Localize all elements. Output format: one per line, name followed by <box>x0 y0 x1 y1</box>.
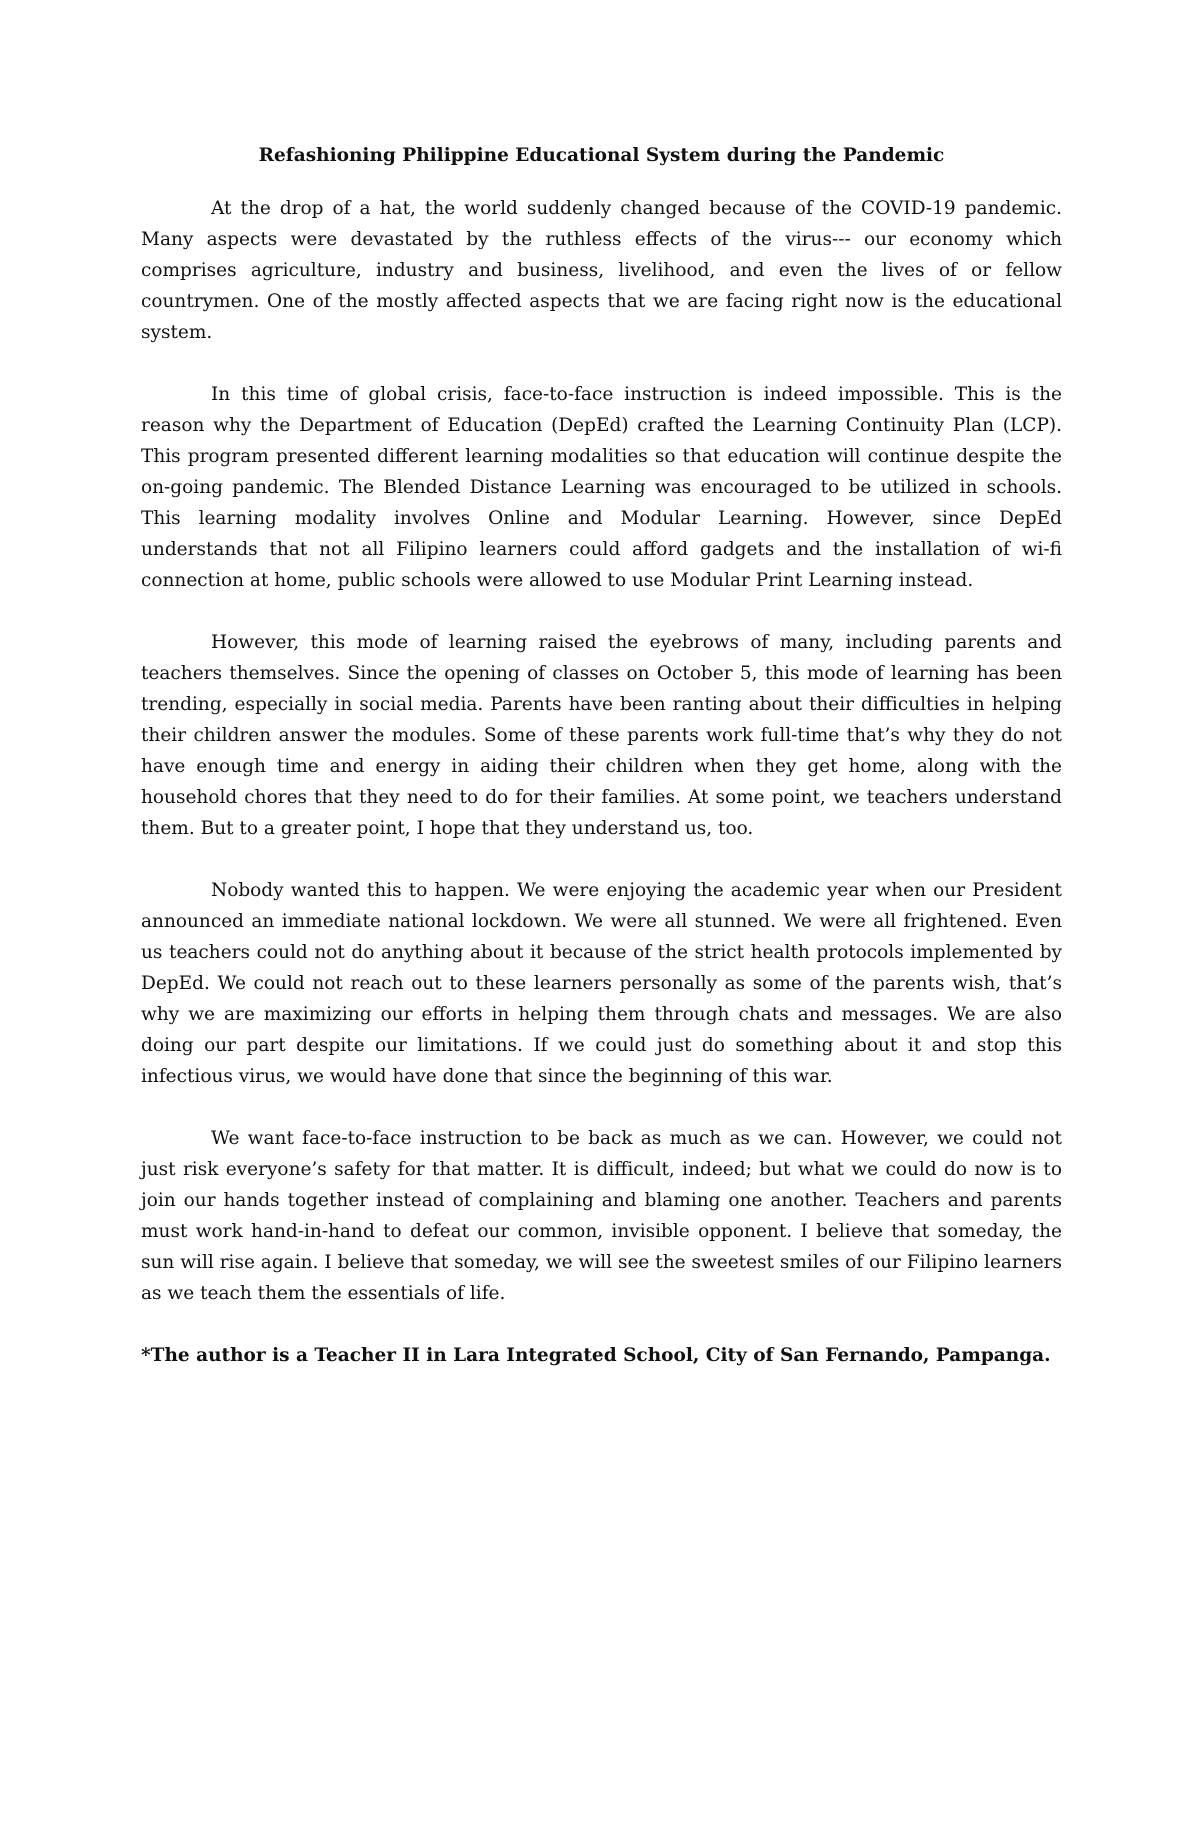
paragraph-1: At the drop of a hat, the world suddenly changed because of the COVID-19 pandemic. Many aspects were devastated by the ruthless effects of the virus--- our economy which comprises agriculture, industry and business, livelihood, and even the lives of or fellow countrymen. One of the mostly affected aspects that we are facing right now is the educational system. <box>141 198 1062 343</box>
paragraph-2: In this time of global crisis, face-to-face instruction is indeed impossible. This is the reason why the Department of Education (DepEd) crafted the Learning Continuity Plan (LCP). This program presented different learning modalities so that education will continue despite the on-going pandemic. The Blended Distance Learning was encouraged to be utilized in schools. This learning modality involves Online and Modular Learning. However, since DepEd understands that not all Filipino learners could afford gadgets and the installation of wi-fi connection at home, public schools were allowed to use Modular Print Learning instead. <box>141 384 1062 591</box>
document-title: Refashioning Philippine Educational System during the Pandemic <box>258 145 945 166</box>
paragraph-4: Nobody wanted this to happen. We were enjoying the academic year when our President announced an immediate national lockdown. We were all stunned. We were all frightened. Even us teachers could not do anything about it because of the strict health protocols implemented by DepEd. We could not reach out to these learners personally as some of the parents wish, that’s why we are maximizing our efforts in helping them through chats and messages. We are also doing our part despite our limitations. If we could just do something about it and stop this infectious virus, we would have done that since the beginning of this war. <box>141 880 1062 1087</box>
author-note: *The author is a Teacher II in Lara Integrated School, City of San Fernando, Pampanga. <box>141 1345 1051 1366</box>
paragraph-5: We want face-to-face instruction to be back as much as we can. However, we could not just risk everyone’s safety for that matter. It is difficult, indeed; but what we could do now is to join our hands together instead of complaining and blaming one another. Teachers and parents must work hand-in-hand to defeat our common, invisible opponent. I believe that someday, the sun will rise again. I believe that someday, we will see the sweetest smiles of our Filipino learners as we teach them the essentials of life. <box>141 1128 1062 1304</box>
paragraph-3: However, this mode of learning raised the eyebrows of many, including parents and teachers themselves. Since the opening of classes on October 5, this mode of learning has been trending, especially in social media. Parents have been ranting about their difficulties in helping their children answer the modules. Some of these parents work full-time that’s why they do not have enough time and energy in aiding their children when they get home, along with the household chores that they need to do for their families. At some point, we teachers understand them. But to a greater point, I hope that they understand us, too. <box>141 632 1062 839</box>
